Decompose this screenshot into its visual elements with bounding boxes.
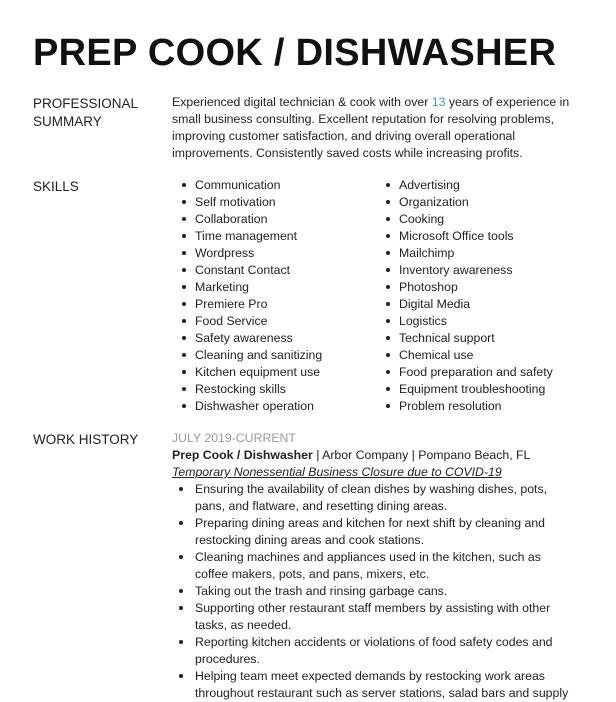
skill-item: Microsoft Office tools [382, 228, 553, 245]
skill-item: Equipment troubleshooting [382, 381, 553, 398]
duty-item: Preparing dining areas and kitchen for next shift by cleaning and restocking dining areas and cook stations. [172, 515, 575, 549]
skills-section-label: SKILLS [33, 179, 79, 194]
skill-item: Restocking skills [178, 381, 322, 398]
summary-section-label [33, 95, 138, 131]
skill-item: Time management [178, 228, 322, 245]
skill-item: Marketing [178, 279, 322, 296]
skill-item: Inventory awareness [382, 262, 553, 279]
skills-list-left [178, 177, 322, 415]
skills-list-right [382, 177, 553, 415]
skill-item: Photoshop [382, 279, 553, 296]
duty-item: Cleaning machines and appliances used in the kitchen, such as coffee makers, pots, and pans, mixers, etc. [172, 549, 575, 583]
work-section-label: WORK HISTORY [33, 432, 139, 447]
duty-item: Reporting kitchen accidents or violations of food safety codes and procedures. [172, 634, 575, 668]
work-entry [172, 430, 592, 702]
summary-years: 13 [431, 95, 446, 109]
summary-text [172, 94, 592, 162]
job-line [172, 447, 592, 464]
skill-item: Safety awareness [178, 330, 322, 347]
duties-list [172, 481, 592, 702]
resume-title: PREP COOK / DISHWASHER [33, 32, 557, 74]
skill-item: Chemical use [382, 347, 553, 364]
skill-item: Communication [178, 177, 322, 194]
summary-label-line1: PROFESSIONAL [33, 96, 139, 111]
skill-item: Food Service [178, 313, 322, 330]
skill-item: Wordpress [178, 245, 322, 262]
skill-item: Mailchimp [382, 245, 553, 262]
summary-text-start: Experienced digital technician & cook with over [172, 95, 432, 109]
skill-item: Kitchen equipment use [178, 364, 322, 381]
skill-item: Dishwasher operation [178, 398, 322, 415]
skill-item: Collaboration [178, 211, 322, 228]
summary-text-end: years of experience in small business consulting. Excellent reputation for resolving problems, improving customer satisfaction, and driving overall operational improvements. Consistently saved costs while increasing profits. [172, 95, 570, 160]
skill-item: Advertising [382, 177, 553, 194]
skill-item: Organization [382, 194, 553, 211]
skill-item: Cleaning and sanitizing [178, 347, 322, 364]
duty-item: Ensuring the availability of clean dishes by washing dishes, pots, pans, and flatware, and resetting dining areas. [172, 481, 575, 515]
duty-item: Taking out the trash and rinsing garbage cans. [172, 583, 575, 600]
duty-item: Supporting other restaurant staff members by assisting with other tasks, as needed. [172, 600, 575, 634]
job-title: Prep Cook / Dishwasher [172, 448, 313, 462]
closure-note: Temporary Nonessential Business Closure due to COVID-19 [172, 465, 502, 479]
work-dates: JULY 2019-CURRENT [172, 431, 296, 445]
skill-item: Digital Media [382, 296, 553, 313]
skill-item: Cooking [382, 211, 553, 228]
skill-item: Food preparation and safety [382, 364, 553, 381]
company-location: | Arbor Company | Pompano Beach, FL [312, 448, 531, 462]
skill-item: Logistics [382, 313, 553, 330]
skill-item: Constant Contact [178, 262, 322, 279]
skill-item: Technical support [382, 330, 553, 347]
summary-label-line2: SUMMARY [33, 114, 102, 129]
skill-item: Premiere Pro [178, 296, 322, 313]
skill-item: Problem resolution [382, 398, 553, 415]
duty-item: Helping team meet expected demands by restocking work areas throughout restaurant such as server stations, salad bars and supply [172, 668, 575, 702]
skill-item: Self motivation [178, 194, 322, 211]
